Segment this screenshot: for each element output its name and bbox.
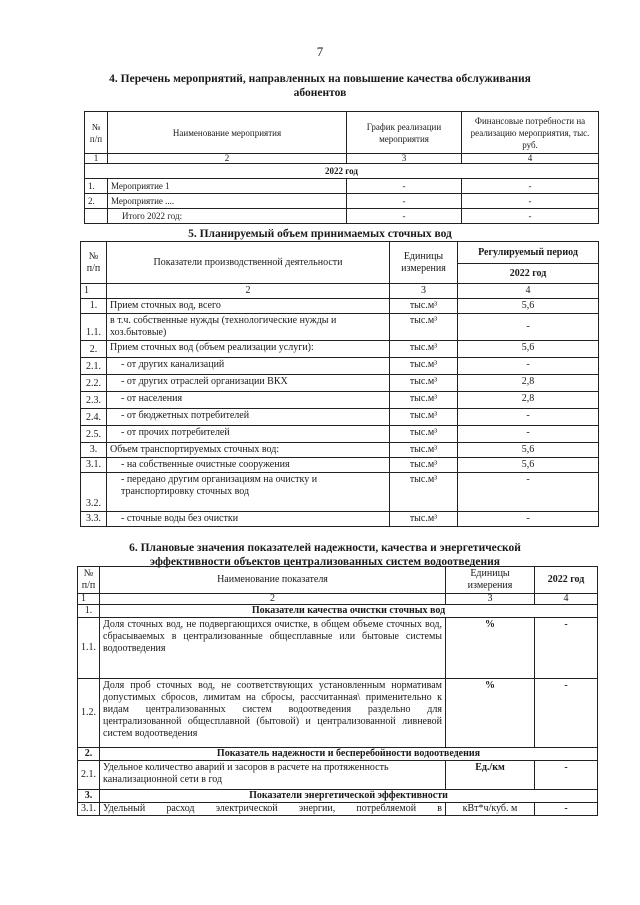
table-row xyxy=(81,426,599,443)
section4-table xyxy=(84,111,599,224)
header-finance: Финансовые потребности на реализацию мероприятия, тыс. руб. xyxy=(462,112,599,154)
row-name: - сточные воды без очистки xyxy=(107,512,390,527)
row-num: 2.4. xyxy=(81,409,107,426)
col-number: 2 xyxy=(100,594,446,605)
header-num: № п/п xyxy=(81,242,107,284)
col-number: 2 xyxy=(108,154,347,164)
section5-title: 5. Планируемый объем принимаемых сточных вод xyxy=(188,228,452,240)
row-finance: - xyxy=(462,194,599,209)
group-title: Показатель надежности и бесперебойности водоотведения xyxy=(100,748,598,761)
row-value: - xyxy=(458,409,599,426)
section6-table xyxy=(77,566,598,816)
row-num: 3.2. xyxy=(81,473,107,512)
row-finance: - xyxy=(462,179,599,194)
row-unit: тыс.м³ xyxy=(390,314,458,341)
table-row xyxy=(81,392,599,409)
col-number: 1 xyxy=(78,594,100,605)
row-name: - от других отраслей организации ВКХ xyxy=(107,375,390,392)
table-row xyxy=(81,358,599,375)
row-value: - xyxy=(458,358,599,375)
row-unit: тыс.м³ xyxy=(390,392,458,409)
row-name: - на собственные очистные сооружения xyxy=(107,458,390,473)
header-year: 2022 год xyxy=(458,264,599,284)
row-value: - xyxy=(458,314,599,341)
row-unit: тыс.м³ xyxy=(390,473,458,512)
row-unit: тыс.м³ xyxy=(390,426,458,443)
row-name: - от прочих потребителей xyxy=(107,426,390,443)
row-unit: Ед./км xyxy=(446,761,535,790)
total-schedule: - xyxy=(347,209,462,224)
table-row xyxy=(78,618,598,679)
row-num: 2.2. xyxy=(81,375,107,392)
row-name: Доля проб сточных вод, не соответствующих установленным нормативам допустимых сбросов, лимитам на сбросы, рассчитанная\ применительно к видам централизованных систем водоотведения раздельно для централизованной общесплавной (бытовой) и централизованной ливневой систем водоотведения xyxy=(100,679,446,748)
section4-title-line2: абонентов xyxy=(293,87,347,99)
col-number: 4 xyxy=(458,284,599,299)
row-unit: тыс.м³ xyxy=(390,358,458,375)
row-num: 2. xyxy=(81,341,107,358)
col-number: 4 xyxy=(462,154,599,164)
col-number: 1 xyxy=(81,284,107,299)
table-row xyxy=(81,409,599,426)
section6-title xyxy=(60,541,590,569)
row-unit: тыс.м³ xyxy=(390,512,458,527)
row-value: - xyxy=(535,803,598,816)
row-schedule: - xyxy=(347,179,462,194)
row-value: - xyxy=(535,618,598,679)
column-number-row xyxy=(85,154,599,164)
total-name: Итого 2022 год: xyxy=(108,209,347,224)
row-value: - xyxy=(535,761,598,790)
group-num: 1. xyxy=(78,605,100,618)
row-value: - xyxy=(458,473,599,512)
section5-table xyxy=(80,241,599,527)
col-number: 3 xyxy=(347,154,462,164)
group-row xyxy=(78,748,598,761)
row-name: - от населения xyxy=(107,392,390,409)
row-unit: тыс.м³ xyxy=(390,341,458,358)
row-name: Доля сточных вод, не подвергающихся очистке, в общем объеме сточных вод, сбрасываемых в централизованные общесплавные или бытовые системы водоотведения xyxy=(100,618,446,679)
table-row xyxy=(81,299,599,314)
group-title: Показатели энергетической эффективности xyxy=(100,790,598,803)
table-row xyxy=(78,679,598,748)
header-name: Наименование мероприятия xyxy=(108,112,347,154)
row-num: 3.3. xyxy=(81,512,107,527)
row-num: 1.1. xyxy=(81,314,107,341)
table-row xyxy=(81,375,599,392)
group-num: 2. xyxy=(78,748,100,761)
section6-title-line1: 6. Плановые значения показателей надежности, качества и энергетической xyxy=(129,542,521,554)
row-name: Объем транспортируемых сточных вод: xyxy=(107,443,390,458)
header-num: № п/п xyxy=(78,567,100,594)
row-unit: тыс.м³ xyxy=(390,299,458,314)
header-period: Регулируемый период xyxy=(458,242,599,264)
table-row xyxy=(81,443,599,458)
table-row xyxy=(78,803,598,816)
section4-title xyxy=(60,72,580,100)
row-schedule: - xyxy=(347,194,462,209)
row-name: - от других канализаций xyxy=(107,358,390,375)
column-number-row xyxy=(81,284,599,299)
col-number: 2 xyxy=(107,284,390,299)
group-row xyxy=(78,605,598,618)
row-unit: тыс.м³ xyxy=(390,375,458,392)
year-row xyxy=(85,164,599,179)
col-number: 3 xyxy=(390,284,458,299)
col-number: 3 xyxy=(446,594,535,605)
header-unit: Единицы измерения xyxy=(390,242,458,284)
table-header-row xyxy=(81,242,599,264)
row-num: 1. xyxy=(85,179,108,194)
col-number: 1 xyxy=(85,154,108,164)
table-row xyxy=(81,341,599,358)
group-num: 3. xyxy=(78,790,100,803)
section4-title-line1: 4. Перечень мероприятий, направленных на повышение качества обслуживания xyxy=(109,73,531,85)
row-name: Удельное количество аварий и засоров в расчете на протяженность канализационной сети в год xyxy=(100,761,446,790)
row-name: Прием сточных вод, всего xyxy=(107,299,390,314)
row-num: 2.3. xyxy=(81,392,107,409)
row-name: Удельный расход электрической энергии, потребляемой в xyxy=(100,803,446,816)
row-num: 2.5. xyxy=(81,426,107,443)
page-number: 7 xyxy=(316,44,324,59)
row-name: Мероприятие 1 xyxy=(108,179,347,194)
row-num: 3.1. xyxy=(81,458,107,473)
row-num: 1.1. xyxy=(78,618,100,679)
header-year: 2022 год xyxy=(535,567,598,594)
header-schedule: График реализации мероприятия xyxy=(347,112,462,154)
total-row xyxy=(85,209,599,224)
table-row xyxy=(81,473,599,512)
row-value: - xyxy=(458,426,599,443)
row-value: 2,8 xyxy=(458,375,599,392)
header-indicator: Показатели производственной деятельности xyxy=(107,242,390,284)
row-num: 1.2. xyxy=(78,679,100,748)
group-row xyxy=(78,790,598,803)
header-unit: Единицы измерения xyxy=(446,567,535,594)
row-num: 2. xyxy=(85,194,108,209)
row-num: 2.1. xyxy=(78,761,100,790)
total-num-cell xyxy=(85,209,108,224)
row-name: Прием сточных вод (объем реализации услуги): xyxy=(107,341,390,358)
row-unit: тыс.м³ xyxy=(390,443,458,458)
table-row xyxy=(81,458,599,473)
row-value: - xyxy=(458,512,599,527)
row-value: 5,6 xyxy=(458,443,599,458)
row-unit: тыс.м³ xyxy=(390,458,458,473)
row-name: - передано другим организациям на очистку и транспортировку сточных вод xyxy=(107,473,390,512)
table-row xyxy=(85,179,599,194)
table-header-row xyxy=(85,112,599,154)
column-number-row xyxy=(78,594,598,605)
row-unit: % xyxy=(446,618,535,679)
row-value: 5,6 xyxy=(458,299,599,314)
row-value: 2,8 xyxy=(458,392,599,409)
table-row xyxy=(78,761,598,790)
table-row xyxy=(85,194,599,209)
row-num: 2.1. xyxy=(81,358,107,375)
row-num: 1. xyxy=(81,299,107,314)
row-name: в т.ч. собственные нужды (технологические нужды и хоз.бытовые) xyxy=(107,314,390,341)
table-row xyxy=(81,512,599,527)
row-unit: % xyxy=(446,679,535,748)
row-value: - xyxy=(535,679,598,748)
row-num: 3. xyxy=(81,443,107,458)
table-header-row xyxy=(78,567,598,594)
row-unit: кВт*ч/куб. м xyxy=(446,803,535,816)
section6-title-line2: эффективности объектов централизованных систем водоотведения xyxy=(150,556,500,568)
table-row xyxy=(81,314,599,341)
row-value: 5,6 xyxy=(458,458,599,473)
row-name: - от бюджетных потребителей xyxy=(107,409,390,426)
total-finance: - xyxy=(462,209,599,224)
row-num: 3.1. xyxy=(78,803,100,816)
group-title: Показатели качества очистки сточных вод xyxy=(100,605,598,618)
year-label: 2022 год xyxy=(85,164,599,179)
header-name: Наименование показателя xyxy=(100,567,446,594)
row-unit: тыс.м³ xyxy=(390,409,458,426)
row-name: Мероприятие .... xyxy=(108,194,347,209)
col-number: 4 xyxy=(535,594,598,605)
header-num: № п/п xyxy=(85,112,108,154)
row-value: 5,6 xyxy=(458,341,599,358)
